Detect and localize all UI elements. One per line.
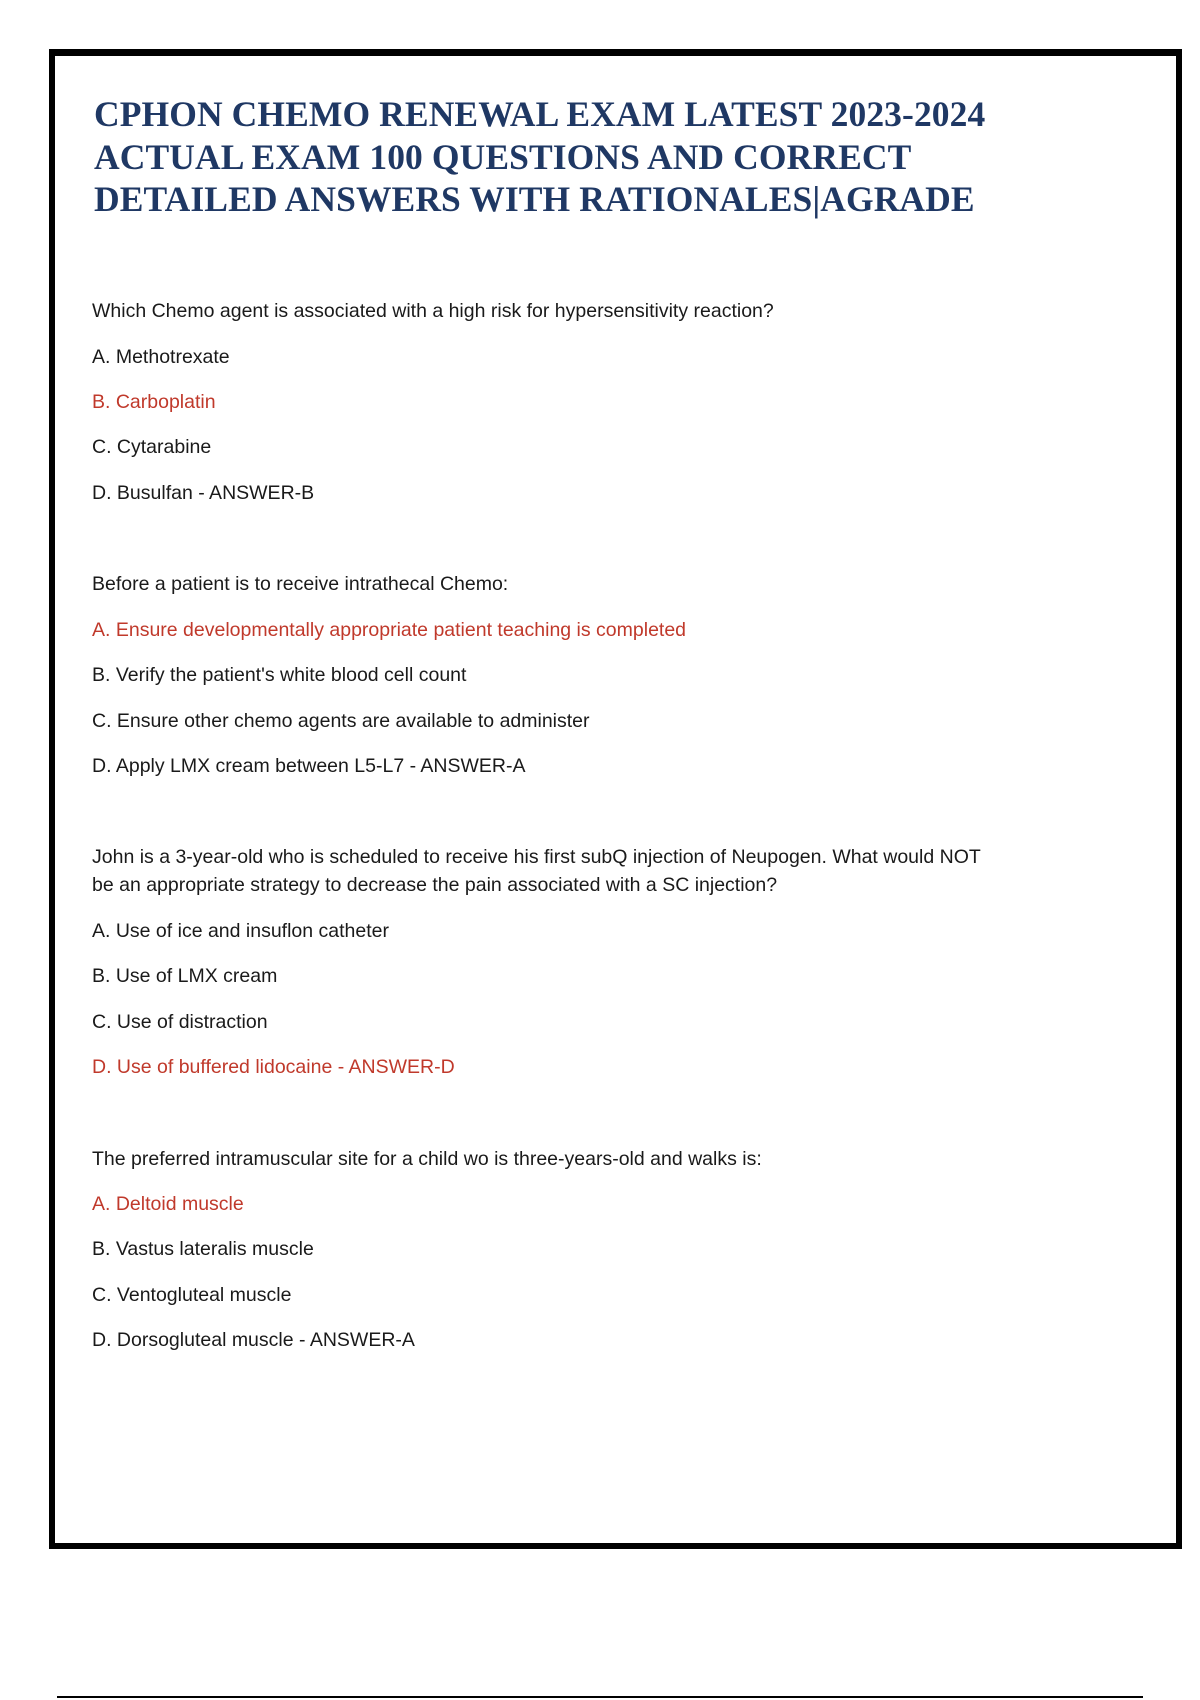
question-4-option-b: B. Vastus lateralis muscle bbox=[92, 1238, 314, 1260]
question-4-prompt: The preferred intramuscular site for a child wo is three-years-old and walks is: bbox=[92, 1148, 762, 1170]
question-3-prompt-line-1: John is a 3-year-old who is scheduled to receive his first subQ injection of Neupogen. What would NOT bbox=[92, 846, 981, 868]
page-frame bbox=[49, 49, 1182, 1549]
question-1-option-d: D. Busulfan - ANSWER-B bbox=[92, 482, 315, 504]
question-3-option-c: C. Use of distraction bbox=[92, 1011, 268, 1033]
question-2-option-c: C. Ensure other chemo agents are available to administer bbox=[92, 710, 590, 732]
question-1-option-c: C. Cytarabine bbox=[92, 436, 212, 458]
question-4-option-c: C. Ventogluteal muscle bbox=[92, 1284, 292, 1306]
question-4-option-a-correct: A. Deltoid muscle bbox=[92, 1193, 244, 1215]
question-3-prompt-line-2: be an appropriate strategy to decrease the pain associated with a SC injection? bbox=[92, 874, 778, 896]
question-2-prompt: Before a patient is to receive intrathecal Chemo: bbox=[92, 573, 509, 595]
question-4-option-d: D. Dorsogluteal muscle - ANSWER-A bbox=[92, 1329, 415, 1351]
question-3-option-d-correct: D. Use of buffered lidocaine - ANSWER-D bbox=[92, 1056, 455, 1078]
document-title bbox=[94, 93, 1074, 221]
question-2-option-b: B. Verify the patient's white blood cell count bbox=[92, 664, 467, 686]
question-1-option-a: A. Methotrexate bbox=[92, 346, 230, 368]
question-2-option-d: D. Apply LMX cream between L5-L7 - ANSWER-A bbox=[92, 755, 526, 777]
question-3-option-a: A. Use of ice and insuflon catheter bbox=[92, 920, 390, 942]
question-2-option-a-correct: A. Ensure developmentally appropriate patient teaching is completed bbox=[92, 619, 687, 641]
question-1-option-b-correct: B. Carboplatin bbox=[92, 391, 216, 413]
title-line-2: ACTUAL EXAM 100 QUESTIONS AND CORRECT bbox=[94, 136, 912, 177]
title-line-3: DETAILED ANSWERS WITH RATIONALES|AGRADE bbox=[94, 179, 975, 219]
question-1-prompt: Which Chemo agent is associated with a high risk for hypersensitivity reaction? bbox=[92, 300, 774, 322]
bottom-rule bbox=[57, 1696, 1143, 1698]
question-3-option-b: B. Use of LMX cream bbox=[92, 965, 278, 987]
title-line-1: CPHON CHEMO RENEWAL EXAM LATEST 2023-2024 bbox=[94, 94, 986, 134]
